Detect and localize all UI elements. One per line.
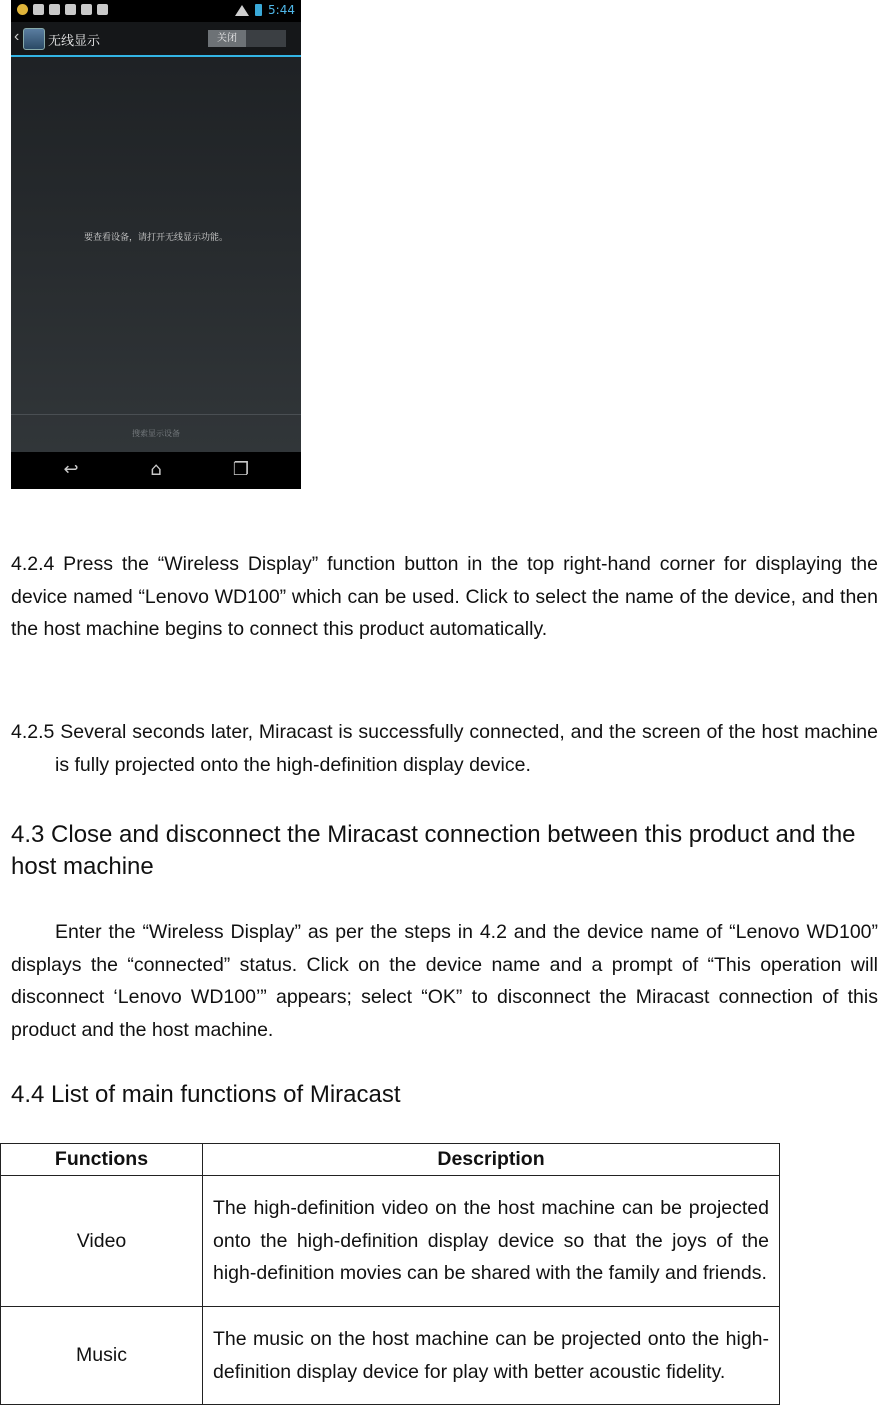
app-notification-icon — [17, 4, 28, 15]
app-notification-icon-2 — [49, 4, 60, 15]
paragraph-4-2-4: 4.2.4 Press the “Wireless Display” function button in the top right-hand corner for displaying the device named “Lenovo WD100” which can be used. Click to select the name of the device, and then the host machine begins to connect this product automatically. — [11, 553, 878, 640]
action-bar — [11, 22, 301, 57]
phone-screenshot — [11, 0, 301, 489]
status-time: 5:44 — [268, 3, 295, 17]
cloud-icon — [81, 4, 92, 15]
function-description: The high-definition video on the host machine can be projected onto the high-definition display device so that the joys of the high-definition movies can be shared with the family and friends. — [203, 1176, 780, 1307]
paragraph-4-3: Enter the “Wireless Display” as per the steps in 4.2 and the device name of “Lenovo WD100” displays the “connected” status. Click on the device name and a prompt of “This operation will disconnect ‘Lenovo WD100’” appears; select “OK” to disconnect the Miracast connection of this product and the host machine. — [11, 921, 878, 1041]
download-icon — [97, 4, 108, 15]
wifi-icon — [235, 5, 249, 16]
function-name: Music — [1, 1307, 203, 1405]
scan-devices-button[interactable]: 搜索显示设备 — [132, 429, 180, 438]
recents-nav-icon[interactable]: ❐ — [232, 459, 250, 480]
back-arrow-icon[interactable]: ‹ — [14, 28, 20, 45]
table-row — [1, 1307, 780, 1405]
battery-icon — [255, 4, 262, 16]
functions-table — [0, 1143, 780, 1405]
table-row — [1, 1176, 780, 1307]
function-name: Video — [1, 1176, 203, 1307]
heading-4-3: 4.3 Close and disconnect the Miracast connection between this product and the host machine — [11, 821, 856, 880]
empty-state-message: 要查看设备，请打开无线显示功能。 — [83, 233, 228, 243]
paragraph-4-2-5: 4.2.5 Several seconds later, Miracast is successfully connected, and the screen of the host machine is fully projected onto the high-definition display device. — [11, 721, 878, 776]
function-description: The music on the host machine can be projected onto the high-definition display device for play with better acoustic fidelity. — [203, 1307, 780, 1405]
action-bar-title: 无线显示 — [48, 34, 101, 49]
column-header-description: Description — [203, 1144, 780, 1176]
notification-icons — [17, 4, 108, 15]
navigation-bar — [11, 452, 301, 489]
heading-4-4: 4.4 List of main functions of Miracast — [11, 1081, 401, 1108]
table-header-row — [1, 1144, 780, 1176]
mail-icon — [65, 4, 76, 15]
status-bar — [11, 0, 301, 22]
back-nav-icon[interactable]: ↩ — [63, 459, 79, 480]
toggle-off-label: 关闭 — [208, 30, 246, 47]
home-nav-icon[interactable]: ⌂ — [150, 459, 162, 480]
wireless-display-app-icon[interactable] — [23, 28, 45, 50]
column-header-functions: Functions — [1, 1144, 203, 1176]
gallery-notification-icon — [33, 4, 44, 15]
wireless-display-toggle[interactable] — [208, 30, 286, 47]
